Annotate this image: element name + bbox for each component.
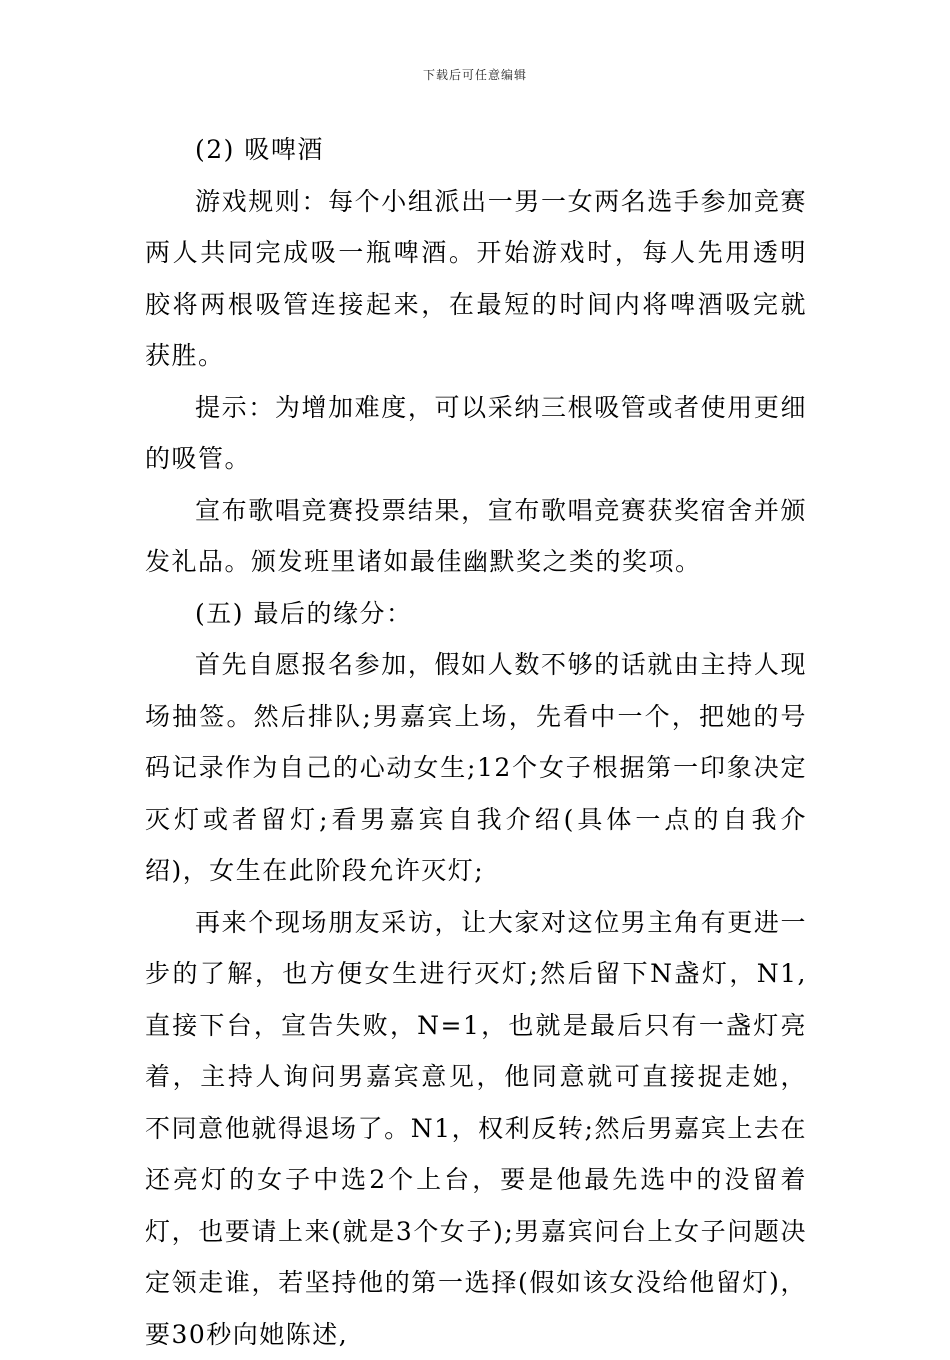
document-body (145, 124, 807, 1360)
paragraph-hint: 提示：为增加难度，可以采纳三根吸管或者使用更细的吸管。 (145, 382, 807, 485)
section-heading-beer: (2) 吸啤酒 (145, 124, 807, 176)
paragraph-announce-results: 宣布歌唱竞赛投票结果，宣布歌唱竞赛获奖宿舍并颁发礼品。颁发班里诸如最佳幽默奖之类的奖项。 (145, 485, 807, 588)
section-heading-final: (五) 最后的缘分： (145, 588, 807, 640)
download-note: 下载后可任意编辑 (0, 66, 950, 83)
paragraph-signup: 首先自愿报名参加，假如人数不够的话就由主持人现场抽签。然后排队;男嘉宾上场，先看中一个，把她的号码记录作为自己的心动女生;12个女子根据第一印象决定灭灯或者留灯;看男嘉宾自我介绍(具体一点的自我介绍)，女生在此阶段允许灭灯; (145, 639, 807, 897)
paragraph-interview: 再来个现场朋友采访，让大家对这位男主角有更进一步的了解，也方便女生进行灭灯;然后留下N盏灯，N1,直接下台，宣告失败，N=1，也就是最后只有一盏灯亮着，主持人询问男嘉宾意见，他同意就可直接捉走她，不同意他就得退场了。N1，权利反转;然后男嘉宾上去在还亮灯的女子中选2个上台，要是他最先选中的没留着灯，也要请上来(就是3个女子);男嘉宾问台上女子问题决定领走谁，若坚持他的第一选择(假如该女没给他留灯)，要30秒向她陈述, (145, 897, 807, 1360)
paragraph-game-rules: 游戏规则：每个小组派出一男一女两名选手参加竞赛两人共同完成吸一瓶啤酒。开始游戏时，每人先用透明胶将两根吸管连接起来，在最短的时间内将啤酒吸完就获胜。 (145, 176, 807, 382)
